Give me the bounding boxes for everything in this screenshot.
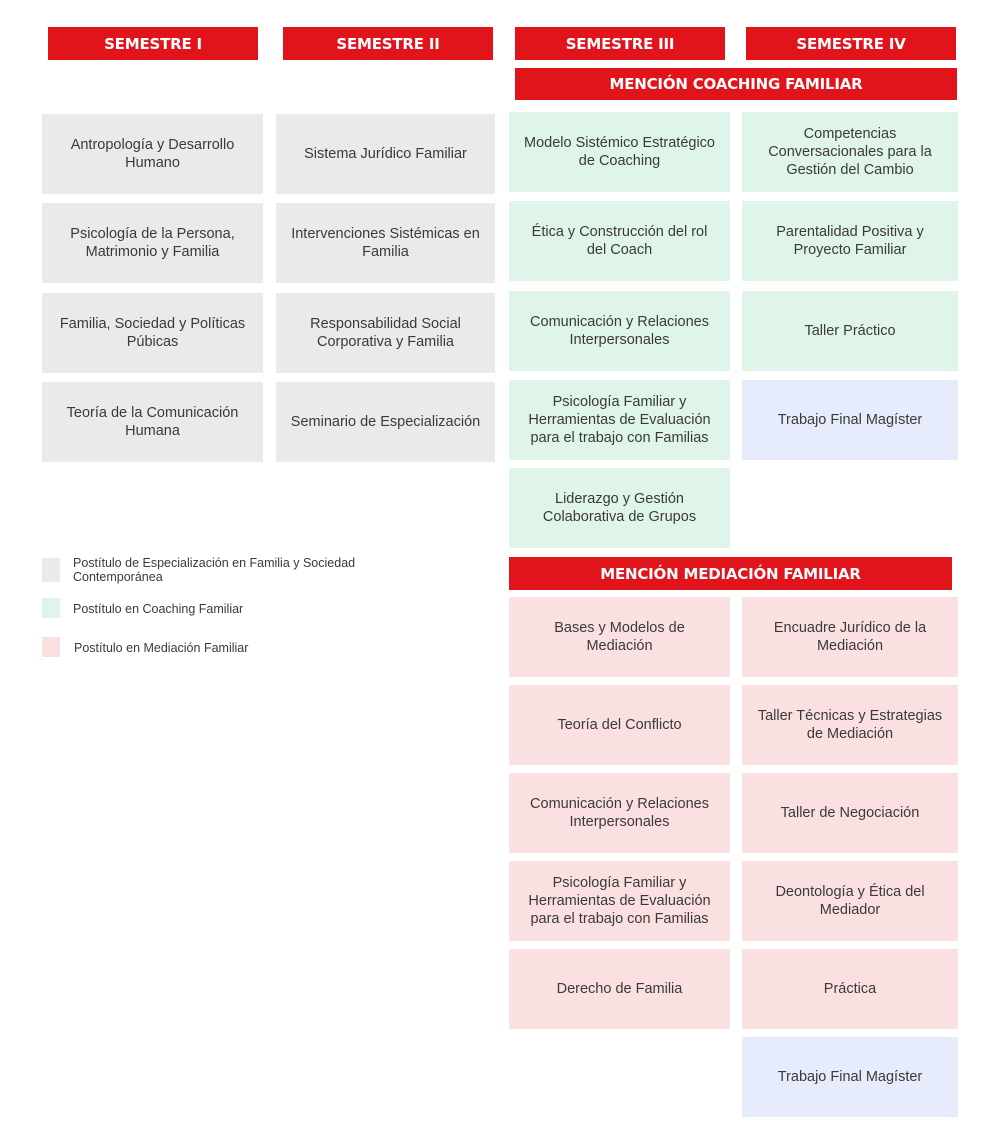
course-s2-1: Sistema Jurídico Familiar — [276, 114, 495, 194]
mediacion-s3-1: Bases y Modelos de Mediación — [509, 597, 730, 677]
legend-label-mediacion: Postítulo en Mediación Familiar — [74, 641, 249, 655]
header-semestre-4: SEMESTRE IV — [746, 27, 956, 60]
course-s1-3: Familia, Sociedad y Políticas Púbicas — [42, 293, 263, 373]
coaching-s3-5: Liderazgo y Gestión Colaborativa de Grupos — [509, 468, 730, 548]
mediacion-s4-2: Taller Técnicas y Estrategias de Mediación — [742, 685, 958, 765]
header-semestre-3: SEMESTRE III — [515, 27, 725, 60]
mediacion-s4-4: Deontología y Ética del Mediador — [742, 861, 958, 941]
header-semestre-2: SEMESTRE II — [283, 27, 493, 60]
coaching-s4-2: Parentalidad Positiva y Proyecto Familiar — [742, 201, 958, 281]
course-s1-1: Antropología y Desarrollo Humano — [42, 114, 263, 194]
header-mencion-mediacion: MENCIÓN MEDIACIÓN FAMILIAR — [509, 557, 952, 590]
mediacion-s4-trabajo-final: Trabajo Final Magíster — [742, 1037, 958, 1117]
mediacion-s4-5: Práctica — [742, 949, 958, 1029]
legend-swatch-mediacion — [42, 637, 60, 657]
legend-swatch-coaching — [42, 598, 60, 618]
coaching-s4-trabajo-final: Trabajo Final Magíster — [742, 380, 958, 460]
course-s1-2: Psicología de la Persona, Matrimonio y Familia — [42, 203, 263, 283]
mediacion-s3-5: Derecho de Familia — [509, 949, 730, 1029]
coaching-s3-3: Comunicación y Relaciones Interpersonales — [509, 291, 730, 371]
mediacion-s3-4: Psicología Familiar y Herramientas de Evaluación para el trabajo con Familias — [509, 861, 730, 941]
course-s2-4: Seminario de Especialización — [276, 382, 495, 462]
coaching-s4-3: Taller Práctico — [742, 291, 958, 371]
mediacion-s4-3: Taller de Negociación — [742, 773, 958, 853]
coaching-s3-2: Ética y Construcción del rol del Coach — [509, 201, 730, 281]
header-mencion-coaching: MENCIÓN COACHING FAMILIAR — [515, 68, 957, 100]
legend-swatch-familia — [42, 558, 60, 582]
mediacion-s3-3: Comunicación y Relaciones Interpersonales — [509, 773, 730, 853]
mediacion-s4-1: Encuadre Jurídico de la Mediación — [742, 597, 958, 677]
course-s2-3: Responsabilidad Social Corporativa y Familia — [276, 293, 495, 373]
mediacion-s3-2: Teoría del Conflicto — [509, 685, 730, 765]
header-semestre-1: SEMESTRE I — [48, 27, 258, 60]
coaching-s3-4: Psicología Familiar y Herramientas de Evaluación para el trabajo con Familias — [509, 380, 730, 460]
legend-label-familia: Postítulo de Especialización en Familia y Sociedad Contemporánea — [73, 556, 356, 584]
legend-label-coaching: Postítulo en Coaching Familiar — [73, 602, 244, 616]
course-s2-2: Intervenciones Sistémicas en Familia — [276, 203, 495, 283]
coaching-s4-1: Competencias Conversacionales para la Gestión del Cambio — [742, 112, 958, 192]
coaching-s3-1: Modelo Sistémico Estratégico de Coaching — [509, 112, 730, 192]
course-s1-4: Teoría de la Comunicación Humana — [42, 382, 263, 462]
